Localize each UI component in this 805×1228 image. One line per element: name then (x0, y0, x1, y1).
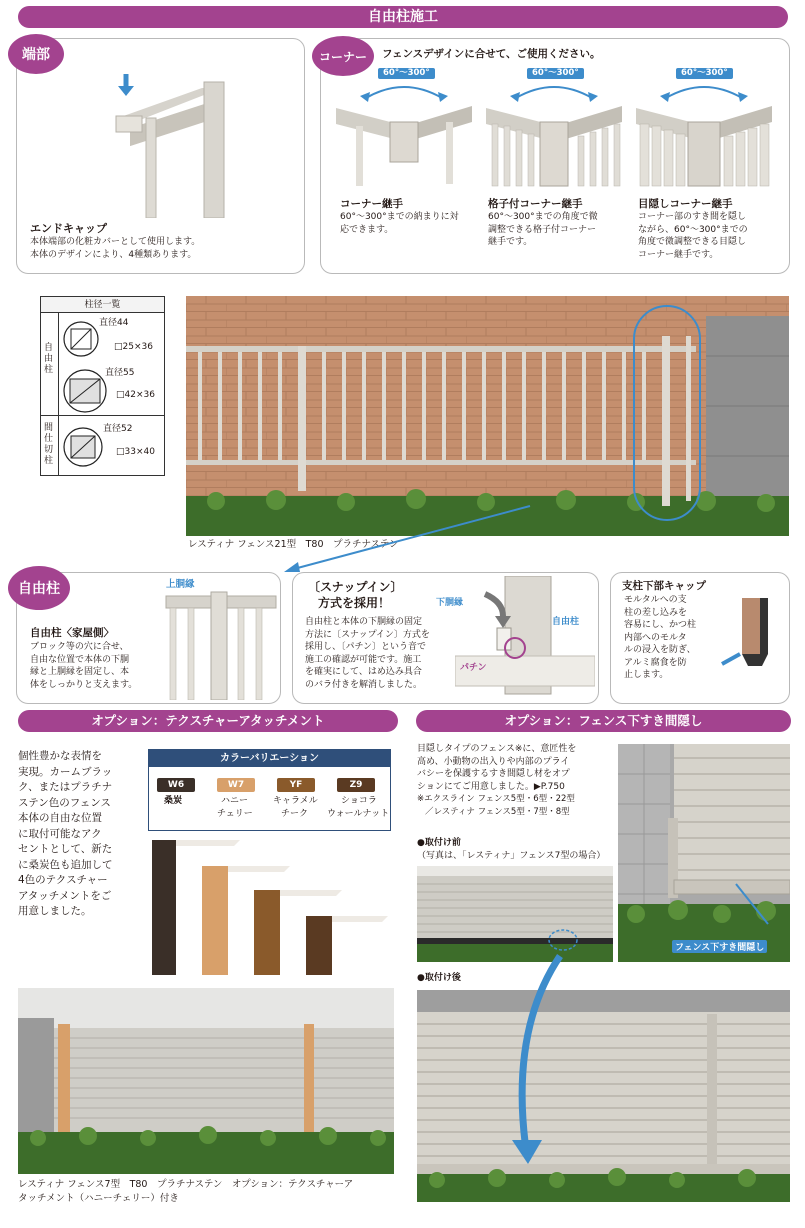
snap-in-heading-1: 〔スナップイン〕 (308, 580, 403, 594)
color-name-z9-1: ショコラ (341, 796, 377, 806)
free-post-line-2: 自由な位置で本体の下胴 (30, 654, 130, 665)
gap-line-4: ションにてご用意しました。▶P.750 (417, 781, 565, 792)
gap-banner (416, 710, 791, 732)
angle-label-2: 60°～300° (527, 68, 584, 79)
cap-desc (624, 594, 696, 682)
screen-corner-text (638, 196, 786, 261)
post-table-group-divider (41, 415, 165, 416)
color-variation-box (148, 749, 391, 831)
color-name-w6: 桑炭 (164, 796, 183, 806)
screen-corner-desc-2: ながら、60°～300°までの (638, 224, 748, 235)
color-chip-w6: W6 (157, 778, 195, 792)
end-desc-1: 本体端部の化粧カバーとして使用します。 (30, 237, 201, 247)
corner-joint-illustration (336, 78, 474, 190)
angle-label-3: 60°～300° (676, 68, 733, 79)
texture-line-2: 実現。カームブラッ (18, 765, 113, 778)
gap-before-photo (417, 866, 613, 962)
corner-badge-label: コーナー (318, 49, 367, 64)
snap-label-sound: パチン (460, 663, 487, 673)
snap-line-4: 施工の確認が可能です。施工 (305, 654, 422, 665)
post-diameter-3: 直径52 (103, 424, 133, 434)
texture-line-3: ク、またはプラチナ (18, 781, 113, 793)
color-name-w7-2: チェリー (217, 809, 253, 819)
cap-line-5: ルの浸入を防ぎ、 (624, 645, 696, 655)
corner-joint-desc-2: 応できます。 (340, 224, 394, 235)
screen-corner-title: 目隠しコーナー継手 (638, 198, 733, 210)
screen-corner-illustration (636, 78, 774, 190)
color-name-yf-1: キャラメル (273, 796, 318, 806)
snap-label-rail: 下胴縁 (436, 598, 464, 608)
color-name-z9-2: ウォールナット (327, 809, 390, 819)
color-chip-w7: W7 (217, 778, 255, 792)
post-profile-55 (61, 367, 111, 413)
gap-before-note: （写真は、「レスティナ」フェンス7型の場合） (417, 851, 606, 861)
color-chip-yf: YF (277, 778, 315, 792)
gap-after-photo (417, 990, 790, 1202)
corner-joint-text (340, 196, 480, 236)
free-post-illustration (156, 586, 278, 700)
end-cap-illustration (112, 70, 232, 218)
cap-line-6: アルミ腐食を防 (624, 657, 687, 668)
color-chip-z9: Z9 (337, 778, 375, 792)
upper-rail-callout: 上胴縁 (166, 579, 195, 590)
cap-line-7: 止します。 (624, 670, 669, 680)
texture-line-4: ステン色のフェンス (18, 796, 111, 809)
post-group-free: 自由柱 (44, 343, 54, 375)
texture-caption-2: タッチメント（ハニーチェリー）付き (18, 1193, 179, 1204)
color-variation-title: カラーバリエーション (149, 750, 390, 767)
screen-corner-desc-1: コーナー部のすき間を隠し (638, 212, 747, 222)
snap-in-heading-2: 方式を採用！ (318, 596, 391, 610)
gap-banner-label: オプション：フェンス下すき間隠し (504, 713, 703, 728)
texture-caption-1: レスティナ フェンス7型 T80 プラチナステン オプション：テクスチャーア (18, 1179, 354, 1190)
snap-label-post: 自由柱 (552, 617, 580, 627)
angle-label-1: 60°～300° (378, 68, 435, 79)
color-name-yf-2: チーク (281, 809, 309, 819)
gap-callout: フェンス下すき間隠し (672, 940, 767, 953)
gap-note-1: ※エクスライン フェンス5型・6型・22型 (417, 794, 575, 804)
gap-line-1: 目隠しタイプのフェンス※に、意匠性を (417, 744, 577, 754)
cap-line-4: 内部へのモルタ (624, 632, 687, 643)
header-banner (18, 6, 788, 28)
end-desc-2: 本体のデザインにより、4種類あります。 (30, 250, 197, 260)
snap-line-3: 採用し、〔パチン〕という音で (305, 642, 427, 652)
texture-line-5: 本体の自由な位置 (18, 812, 102, 824)
post-row-3 (61, 425, 107, 469)
free-post-badge (8, 566, 70, 610)
snap-line-1: 自由柱と本体の下胴縁の固定 (305, 617, 423, 627)
before-after-arrow (500, 950, 580, 1170)
end-heading: エンドキャップ (30, 222, 107, 235)
free-post-line-3: 縁と上胴縁を固定し、本 (30, 667, 130, 677)
cap-line-2: 柱の差し込みを (624, 607, 688, 618)
gap-after-label: ●取付け後 (417, 973, 461, 983)
texture-desc (18, 749, 113, 920)
corner-badge (312, 36, 374, 76)
free-post-heading: 自由柱〈家屋側〉 (30, 627, 114, 639)
texture-line-9: 4色のテクスチャー (18, 874, 108, 886)
screen-corner-desc-4: コーナー継手です。 (638, 249, 719, 260)
corner-joint-desc-1: 60°～300°までの納まりに対 (340, 212, 459, 222)
post-diameter-2: 直径55 (105, 368, 135, 378)
free-post-badge-label: 自由柱 (18, 581, 60, 597)
free-post-line-4: 体をしっかりと支えます。 (30, 679, 138, 690)
gap-line-3: バシーを保護するすき間隠し材をオプ (417, 769, 570, 779)
gap-before-label: ●取付け前 (417, 838, 461, 848)
gap-line-2: 高め、小動物の出入りや内部のプライ (417, 756, 570, 767)
post-row-2 (61, 367, 111, 413)
texture-line-1: 個性豊かな表情を (18, 750, 102, 762)
end-badge (8, 34, 64, 74)
cap-heading: 支柱下部キャップ (622, 580, 706, 592)
gap-desc (417, 743, 576, 818)
gap-note-2: ／レスティナ フェンス5型・7型・8型 (425, 806, 570, 817)
free-post-desc (30, 641, 137, 691)
corner-intro: フェンスデザインに合せて、ご使用ください。 (382, 48, 601, 60)
texture-line-11: 用意しました。 (18, 905, 92, 917)
free-post-line-1: ブロック等の穴に合せ、 (30, 642, 129, 652)
post-diameter-1: 直径44 (99, 318, 129, 328)
lattice-corner-desc-1: 60°～300°までの角度で微 (488, 212, 598, 222)
lattice-corner-title: 格子付コーナー継手 (488, 198, 583, 210)
texture-line-10: アタッチメントをご (18, 889, 112, 902)
lattice-corner-desc-3: 継手です。 (488, 237, 533, 247)
texture-samples (150, 840, 390, 975)
screen-corner-desc-3: 角度で微調整できる目隠し (638, 237, 747, 247)
texture-banner-label: オプション：テクスチャーアタッチメント (91, 713, 325, 728)
lattice-corner-text (488, 196, 628, 249)
color-name-w7-1: ハニー (221, 796, 249, 806)
corner-joint-title: コーナー継手 (340, 198, 403, 210)
post-table-divider (58, 313, 59, 476)
post-table-title: 柱径一覧 (41, 297, 164, 313)
texture-line-8: に桑炭色も追加して (18, 858, 113, 871)
post-group-partition: 間仕切柱 (44, 423, 54, 466)
lattice-corner-desc-2: 調整できる格子付コーナー (488, 224, 597, 235)
snap-line-5: を確実にして、はめ込み具合 (305, 667, 422, 677)
post-size-3: □33×40 (116, 447, 155, 457)
header-title: 自由柱施工 (368, 9, 438, 25)
post-cap-illustration (720, 594, 782, 680)
snap-line-6: のバラ付きを解消しました。 (305, 679, 423, 690)
texture-line-6: に取付可能なアク (18, 827, 102, 840)
post-profile-52 (61, 425, 107, 469)
snap-in-desc (305, 616, 430, 691)
snap-line-2: 方法に〔スナップイン〕方式を (305, 629, 430, 640)
cap-line-3: 容易にし、かつ柱 (624, 620, 697, 630)
callout-arrow (280, 500, 540, 580)
post-size-2: □42×36 (116, 390, 155, 400)
post-size-1: □25×36 (114, 342, 153, 352)
fence-photo-caption: レスティナ フェンス21型 T80 プラチナステン (188, 539, 399, 550)
post-table (40, 296, 165, 476)
end-badge-label: 端部 (22, 47, 50, 63)
lattice-corner-illustration (486, 78, 624, 190)
texture-banner (18, 710, 398, 732)
gap-detail-photo (618, 744, 790, 962)
snap-in-illustration (455, 576, 595, 700)
texture-fence-photo (18, 988, 394, 1174)
cap-line-1: モルタルへの支 (624, 595, 687, 605)
texture-line-7: セントとして、新た (18, 843, 113, 855)
